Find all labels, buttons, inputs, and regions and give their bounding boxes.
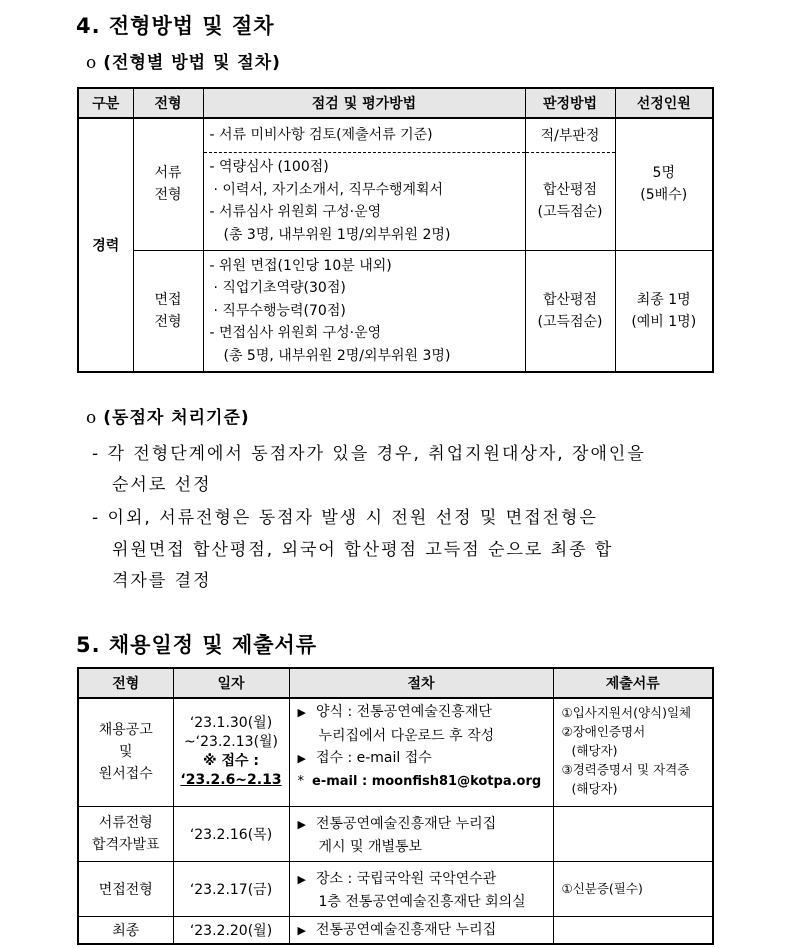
stage-cell: 서류전형 합격자발표: [78, 806, 173, 861]
bullet-icon: o: [86, 408, 98, 428]
section4-subtitle: [86, 48, 281, 73]
date-cell: ‘23.2.17(금): [173, 861, 289, 916]
table-row: [78, 118, 713, 152]
triangle-bullet-icon: ▶: [297, 817, 306, 831]
table-row: [78, 806, 713, 861]
count-cell: 5명 (5배수): [615, 118, 713, 250]
table-row: [78, 861, 713, 916]
header-date: 일자: [173, 668, 289, 698]
evaluation-cell: - 서류 미비사항 검토(제출서류 기준): [203, 118, 525, 152]
triangle-bullet-icon: ▶: [297, 872, 306, 886]
asterisk-icon: *: [297, 773, 304, 789]
header-stage: 전형: [133, 88, 203, 118]
table-header-row: [78, 88, 713, 118]
schedule-table: [77, 667, 714, 945]
table-header-row: [78, 668, 713, 698]
tie-rule-line: 순서로 선정: [112, 475, 212, 495]
documents-cell: [553, 806, 713, 861]
table-row: [78, 916, 713, 944]
subtitle-text: (전형별 방법 및 절차): [103, 53, 281, 73]
tie-rule-line: 격자를 결정: [112, 571, 212, 591]
table-row: [78, 250, 713, 372]
procedure-cell: ▶ 전통공연예술진흥재단 누리집: [289, 916, 553, 944]
header-stage: 전형: [78, 668, 173, 698]
procedure-cell: ▶ 장소 : 국립국악원 국악연수관 1층 전통공연예술진흥재단 회의실: [289, 861, 553, 916]
header-documents: 제출서류: [553, 668, 713, 698]
stage-cell: 면접 전형: [133, 250, 203, 372]
tie-rule-line: - 이외, 서류전형은 동점자 발생 시 전원 선정 및 면접전형은: [92, 508, 598, 528]
documents-cell: [553, 916, 713, 944]
receipt-label: ※ 접수 :: [202, 753, 259, 770]
header-evaluation: 점검 및 평가방법: [203, 88, 525, 118]
selection-method-table: [77, 87, 714, 373]
date-cell: ‘23.2.16(목): [173, 806, 289, 861]
documents-cell: ①입사지원서(양식)일체 ②장애인증명서 (해당자) ③경력증명서 및 자격증 (해당자): [553, 698, 713, 806]
stage-cell: 채용공고 및 원서접수: [78, 698, 173, 806]
bullet-icon: o: [86, 53, 98, 73]
stage-cell: 최종: [78, 916, 173, 944]
procedure-cell: ▶ 양식 : 전통공연예술진흥재단 누리집에서 다운로드 후 작성 ▶ 접수 : e-mail 접수 * e-mail : moonfish81@kotpa.org: [289, 698, 553, 806]
header-count: 선정인원: [615, 88, 713, 118]
triangle-bullet-icon: ▶: [297, 752, 306, 765]
receipt-date: ‘23.2.6~2.13: [180, 772, 282, 789]
tie-rule-line: - 각 전형단계에서 동점자가 있을 경우, 취업지원대상자, 장애인을: [92, 444, 646, 464]
count-cell: 최종 1명 (예비 1명): [615, 250, 713, 372]
section4-title: 4. 전형방법 및 절차: [76, 14, 275, 38]
date-cell: ‘23.2.20(월): [173, 916, 289, 944]
header-category: 구분: [78, 88, 133, 118]
tie-rule-line: 위원면접 합산평점, 외국어 합산평점 고득점 순으로 최종 합: [112, 540, 614, 560]
stage-cell: 면접전형: [78, 861, 173, 916]
judgement-cell: 합산평점 (고득점순): [525, 152, 615, 250]
date-cell: ‘23.1.30(월) ~‘23.2.13(월) ※ 접수 : ‘23.2.6~2.13: [173, 698, 289, 806]
tie-rule-title-text: (동점자 처리기준): [103, 408, 250, 428]
section5-title: 5. 채용일정 및 제출서류: [76, 633, 318, 657]
judgement-cell: 합산평점 (고득점순): [525, 250, 615, 372]
documents-cell: ①신분증(필수): [553, 861, 713, 916]
judgement-cell: 적/부판정: [525, 118, 615, 152]
table-row: [78, 698, 713, 806]
tie-rule-title: [86, 403, 250, 428]
stage-cell: 서류 전형: [133, 118, 203, 250]
header-procedure: 절차: [289, 668, 553, 698]
category-cell: 경력: [78, 118, 133, 372]
triangle-bullet-icon: ▶: [297, 923, 306, 937]
triangle-bullet-icon: ▶: [297, 706, 306, 719]
header-judgement: 판정방법: [525, 88, 615, 118]
procedure-cell: ▶ 전통공연예술진흥재단 누리집 게시 및 개별통보: [289, 806, 553, 861]
evaluation-cell: - 위원 면접(1인당 10분 내외) · 직업기초역량(30점) · 직무수행능력(70점) - 면접심사 위원회 구성·운영 (총 5명, 내부위원 2명/외부위원 3명): [203, 250, 525, 372]
evaluation-cell: - 역량심사 (100점) · 이력서, 자기소개서, 직무수행계획서 - 서류심사 위원회 구성·운영 (총 3명, 내부위원 1명/외부위원 2명): [203, 152, 525, 250]
